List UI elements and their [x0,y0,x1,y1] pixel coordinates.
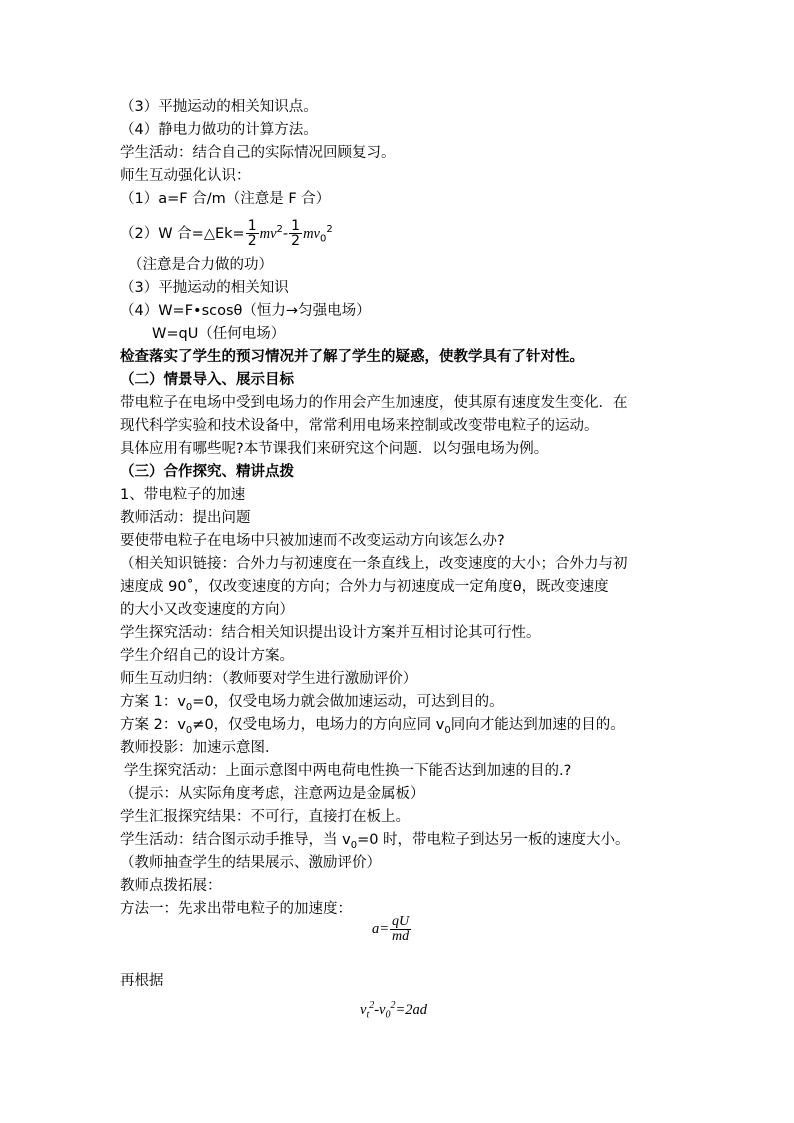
plan-text: 方案 1：v [120,694,186,710]
text-line: 带电粒子在电场中受到电场力的作用会产生加速度，使其原有速度发生变化．在 [120,395,628,411]
plan-text: ≠0，仅受电场力，电场力的方向应同 v [192,717,445,733]
mv-term: mv [303,225,320,242]
zero-subscript: 0 [185,701,193,713]
zero-subscript: 0 [385,1009,391,1021]
text-line: 教师点拨拓展： [120,878,222,894]
fraction-half [246,219,259,248]
text-line: 方法一：先求出带电粒子的加速度： [120,901,352,917]
zero-subscript: 0 [185,724,193,736]
formula-lhs: a= [372,921,390,937]
text-line: （教师抽查学生的结果展示、激励评价） [120,855,381,871]
fraction-numerator: qU [392,914,410,930]
fraction-denominator: 2 [247,233,257,250]
plan-text: =0，仅受电场力就会做加速运动，可达到目的。 [192,694,504,710]
square-exponent: 2 [369,1000,375,1011]
square-exponent: 2 [390,1000,396,1011]
acceleration-formula [372,910,412,948]
text-line: 再根据 [120,973,164,989]
text-line: 师生互动归纳：（教师要对学生进行激励评价） [120,671,418,687]
text-line: 教师活动：提出问题 [120,510,251,526]
plan-text: 方案 2：v [120,717,186,733]
velocity-formula [360,994,427,1027]
fraction-denominator: 2 [291,233,301,250]
zero-subscript: 0 [444,724,451,736]
zero-subscript: 0 [350,839,358,851]
fraction-qU-md [390,915,411,944]
work-energy-equation [120,212,333,258]
text-line: W=qU（任何电场） [152,326,286,342]
text-line: 1、带电粒子的加速 [120,487,246,503]
section-heading: （三）合作探究、精讲点拨 [120,464,294,480]
plan-text: 同向才能达到加速的目的。 [450,717,625,733]
mv-term: mv [259,225,277,242]
text-line: 师生互动强化认识： [120,168,251,184]
text-line: 学生探究活动：上面示意图中两电荷电性换一下能否达到加速的目的.? [124,763,572,779]
section-heading: （二）情景导入、展示目标 [120,372,294,388]
fraction-half [289,219,302,248]
text-line: （注意是合力做的功） [128,257,273,273]
text-line: 学生汇报探究结果：不可行，直接打在板上。 [120,809,410,825]
text-line: （4）静电力做功的计算方法。 [120,122,318,138]
zero-subscript: 0 [319,233,327,245]
text-line: 具体应用有哪些呢?本节课我们来研究这个问题．以匀强电场为例。 [120,441,549,457]
text-segment: =0 时，带电粒子到达另一板的速度大小。 [357,832,630,848]
fraction-numerator: 1 [291,218,301,235]
text-line: 学生介绍自己的设计方案。 [120,648,294,664]
t-subscript: t [366,1009,370,1021]
text-line: 要使带电粒子在电场中只被加速而不改变运动方向该怎么办? [120,533,505,549]
fraction-numerator: 1 [247,218,257,235]
text-line: （相关知识链接：合外力与初速度在一条直线上，改变速度的大小；合外力与初 [120,556,628,572]
formula-rhs: =2ad [395,1001,428,1018]
text-line: 学生活动：结合自己的实际情况回顾复习。 [120,145,396,161]
text-line: 教师投影：加速示意图． [120,740,280,756]
minus-v-term: -v [374,1001,386,1018]
square-exponent: 2 [326,224,333,235]
equation-prefix: （2）W 合=△Ek= [120,225,245,242]
velocity-symbol: v [360,1001,367,1018]
text-segment: 学生活动：结合图示动手推导，当 v [120,832,351,848]
text-line: （3）平抛运动的相关知识 [120,280,289,296]
text-line: 的大小又改变速度的方向） [120,602,294,618]
text-line: 速度成 90˚，仅改变速度的方向；合外力与初速度成一定角度θ，既改变速度 [120,579,609,595]
square-exponent: 2 [276,224,283,235]
text-line: （1）a=F 合/m（注意是 F 合） [120,191,331,207]
text-line: （提示：从实际角度考虑，注意两边是金属板） [120,786,425,802]
text-line: 学生探究活动：结合相关知识提出设计方案并互相讨论其可行性。 [120,625,541,641]
text-line-bold: 检查落实了学生的预习情况并了解了学生的疑惑，使教学具有了针对性。 [120,349,584,365]
text-line: （3）平抛运动的相关知识点。 [120,99,318,115]
text-line: 现代科学实验和技术设备中，常常利用电场来控制或改变带电粒子的运动。 [120,418,599,434]
fraction-denominator: md [392,929,410,945]
minus-sign: - [282,225,289,242]
text-line: （4）W=F•scosθ（恒力→匀强电场） [120,303,371,319]
